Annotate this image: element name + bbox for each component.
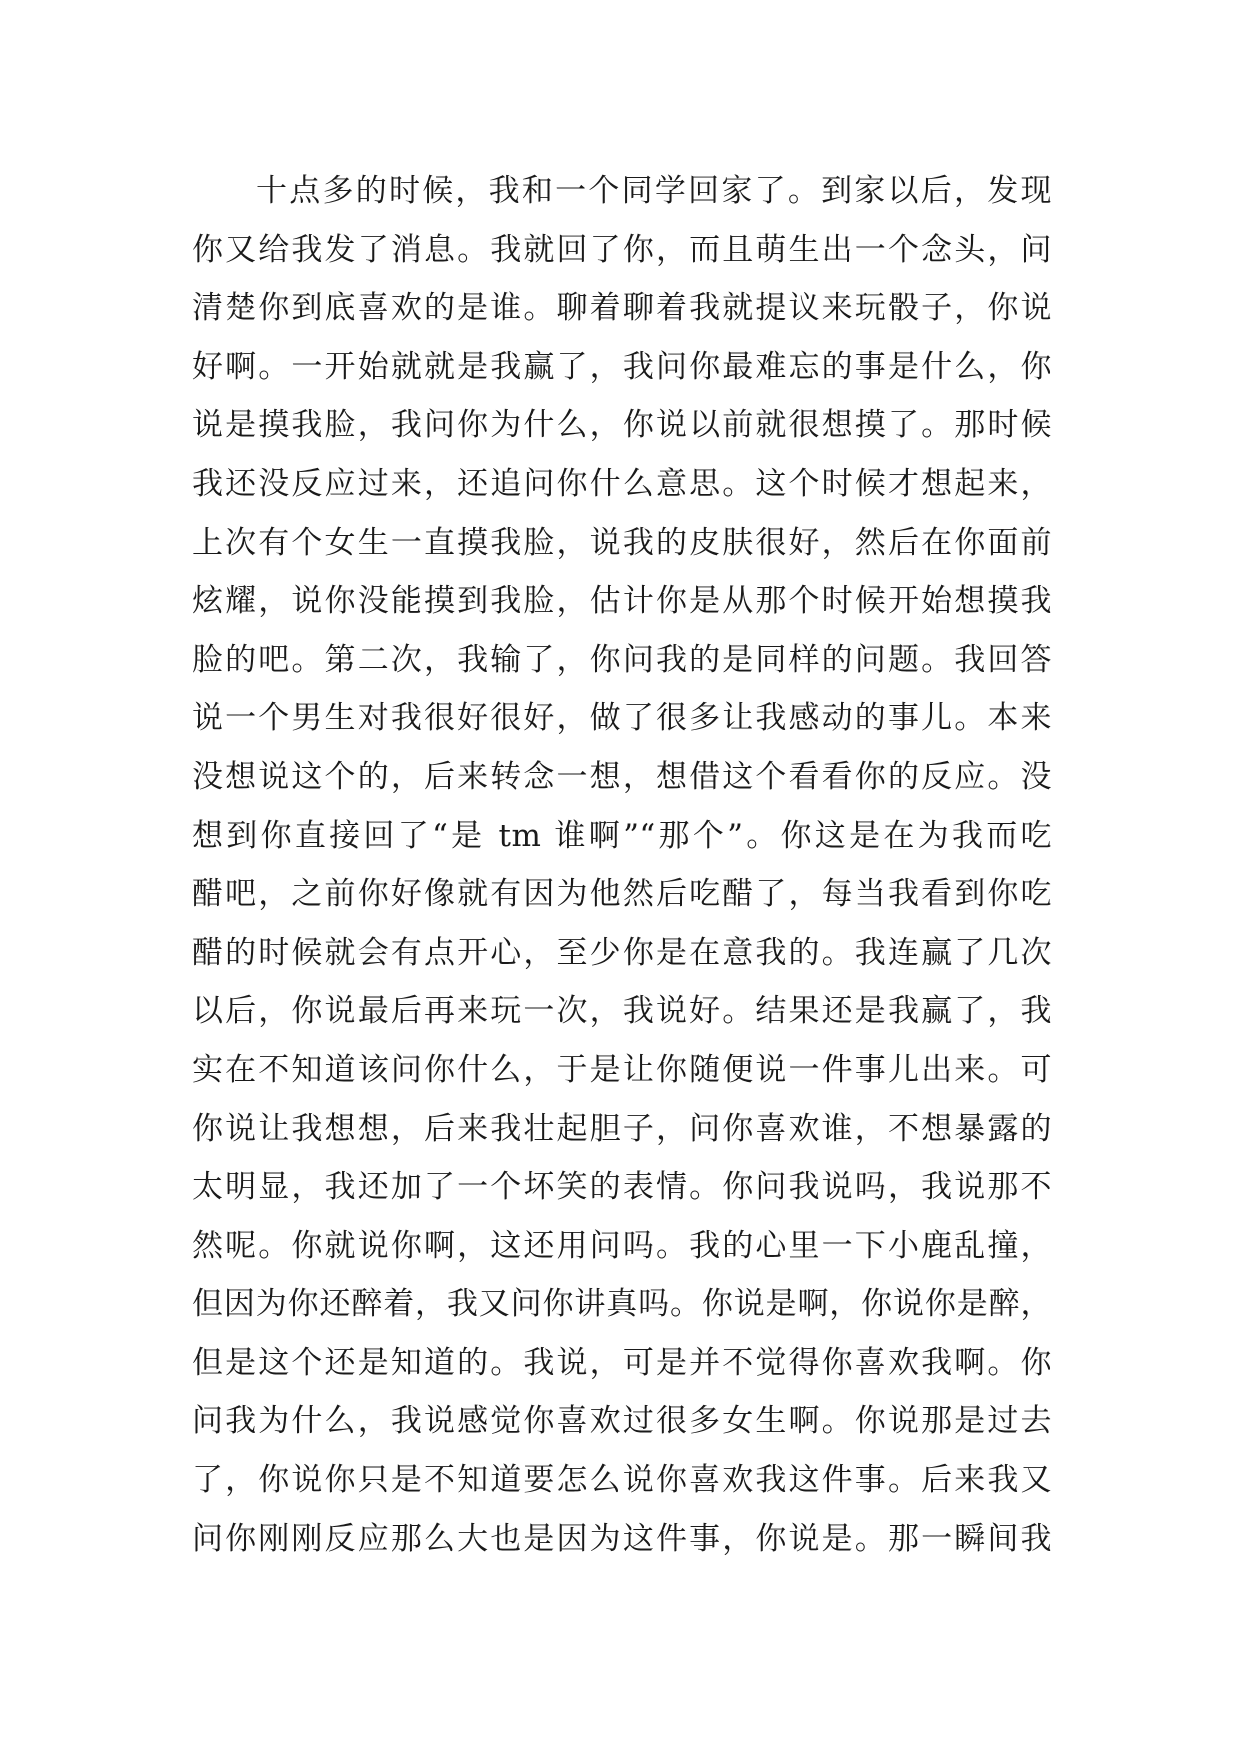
text-line: 炫耀，说你没能摸到我脸，估计你是从那个时候开始想摸我	[192, 583, 1052, 620]
text-line: 说一个男生对我很好很好，做了很多让我感动的事儿。本来	[192, 700, 1052, 737]
text-line: 没想说这个的，后来转念一想，想借这个看看你的反应。没	[192, 758, 1052, 795]
text-line: 但是这个还是知道的。我说，可是并不觉得你喜欢我啊。你	[192, 1344, 1052, 1381]
text-line: 清楚你到底喜欢的是谁。聊着聊着我就提议来玩骰子，你说	[192, 290, 1052, 327]
text-line: 你又给我发了消息。我就回了你，而且萌生出一个念头，问	[192, 231, 1052, 268]
text-line: 醋吧，之前你好像就有因为他然后吃醋了，每当我看到你吃	[192, 876, 1052, 913]
text-line: 以后，你说最后再来玩一次，我说好。结果还是我赢了，我	[192, 993, 1052, 1030]
text-line: 醋的时候就会有点开心，至少你是在意我的。我连赢了几次	[192, 934, 1052, 971]
text-line: 实在不知道该问你什么，于是让你随便说一件事儿出来。可	[192, 1051, 1052, 1088]
text-line: 然呢。你就说你啊，这还用问吗。我的心里一下小鹿乱撞，	[192, 1227, 1052, 1264]
text-line: 但因为你还醉着，我又问你讲真吗。你说是啊，你说你是醉，	[192, 1286, 1052, 1323]
text-line: 太明显，我还加了一个坏笑的表情。你问我说吗，我说那不	[192, 1169, 1052, 1206]
text-line: 你说让我想想，后来我壮起胆子，问你喜欢谁，不想暴露的	[192, 1110, 1052, 1147]
text-line: 问我为什么，我说感觉你喜欢过很多女生啊。你说那是过去	[192, 1403, 1052, 1440]
text-line: 十点多的时候，我和一个同学回家了。到家以后，发现	[256, 173, 1052, 209]
text-line: 问你刚刚反应那么大也是因为这件事，你说是。那一瞬间我	[192, 1520, 1052, 1557]
text-line: 想到你直接回了“是 tm 谁啊”“那个”。你这是在为我而吃	[192, 817, 1052, 854]
body-paragraph	[192, 162, 1052, 1568]
text-line: 我还没反应过来，还追问你什么意思。这个时候才想起来，	[192, 465, 1052, 502]
text-line: 说是摸我脸，我问你为什么，你说以前就很想摸了。那时候	[192, 407, 1052, 444]
text-line: 好啊。一开始就就是我赢了，我问你最难忘的事是什么，你	[192, 348, 1052, 385]
text-line: 了，你说你只是不知道要怎么说你喜欢我这件事。后来我又	[192, 1462, 1052, 1499]
text-line: 脸的吧。第二次，我输了，你问我的是同样的问题。我回答	[192, 641, 1052, 678]
text-line: 上次有个女生一直摸我脸，说我的皮肤很好，然后在你面前	[192, 524, 1052, 561]
